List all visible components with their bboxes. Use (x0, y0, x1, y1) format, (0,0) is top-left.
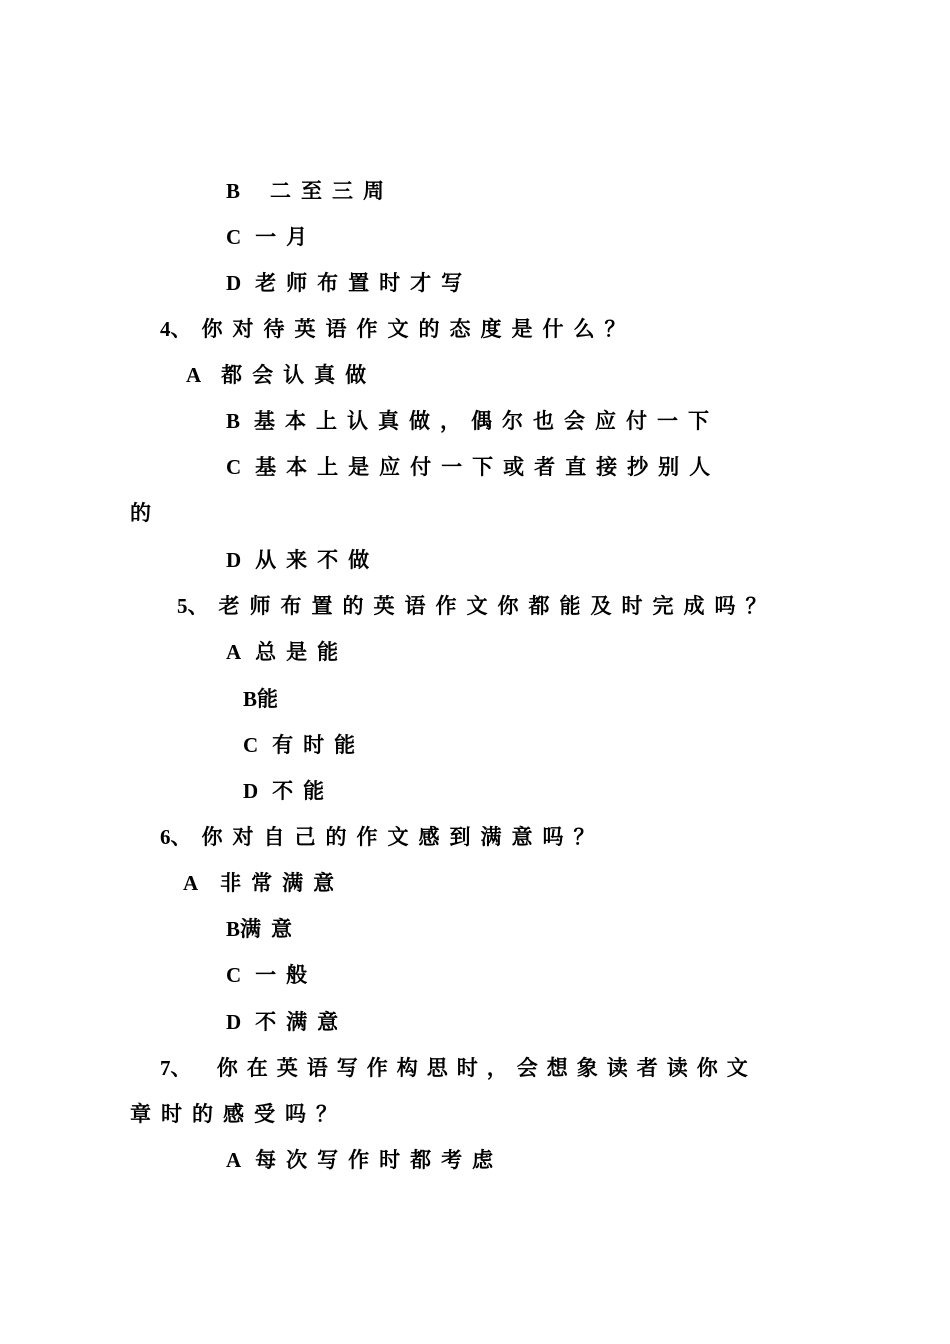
question-6 (160, 822, 605, 852)
option-letter: D (226, 548, 242, 572)
option-letter: A (226, 1148, 242, 1172)
option-d-line (226, 1007, 348, 1037)
option-letter: B (226, 179, 241, 203)
wrapped-text-line (130, 498, 161, 528)
option-text: 有时能 (272, 732, 366, 757)
option-a-line (226, 1145, 503, 1175)
option-letter: A (183, 871, 199, 895)
option-text: 二至三周 (270, 178, 395, 203)
question-number: 6 (160, 825, 171, 849)
question-text: 、老师布置的英语作文你都能及时完成吗？ (187, 593, 777, 618)
option-c-line (243, 730, 365, 760)
option-text: 满意 (240, 916, 303, 941)
option-a-line (226, 637, 348, 667)
option-text: 老师布置时才写 (255, 270, 473, 295)
question-5 (177, 591, 777, 621)
option-letter: B (226, 409, 241, 433)
question-7 (160, 1053, 757, 1083)
option-c-line (226, 960, 317, 990)
option-text: 都会认真做 (221, 362, 377, 387)
wrapped-question-line (130, 1099, 347, 1129)
option-text: 每次写作时都考虑 (255, 1147, 504, 1172)
option-letter: B (226, 917, 241, 941)
option-a-line (183, 868, 344, 898)
option-text: 能 (257, 686, 289, 711)
option-b-line (226, 406, 719, 436)
option-c-line (226, 452, 720, 482)
option-letter: A (186, 363, 202, 387)
question-text: 、 你在英语写作构思时，会想象读者读你文 (170, 1055, 757, 1080)
option-a-line (186, 360, 376, 390)
option-letter: D (226, 1010, 242, 1034)
option-d-line (226, 268, 472, 298)
option-text: 非常满意 (220, 870, 345, 895)
option-letter: D (226, 271, 242, 295)
option-text: 不能 (272, 778, 335, 803)
option-letter: C (226, 963, 242, 987)
option-letter: C (243, 733, 259, 757)
option-c-line (226, 222, 317, 252)
option-text-continued: 的 (130, 500, 161, 525)
option-text: 从来不做 (255, 547, 380, 572)
option-b-line (226, 176, 394, 206)
question-text: 、你对待英语作文的态度是什么？ (170, 316, 636, 341)
question-number: 4 (160, 317, 171, 341)
option-text: 基本上认真做，偶尔也会应付一下 (254, 408, 720, 433)
option-letter: D (243, 779, 259, 803)
option-d-line (243, 776, 334, 806)
option-letter: A (226, 640, 242, 664)
option-b-line (226, 914, 302, 944)
option-d-line (226, 545, 379, 575)
option-text: 总是能 (255, 639, 349, 664)
question-number: 7 (160, 1056, 171, 1080)
option-b-line (243, 684, 288, 714)
question-4 (160, 314, 636, 344)
option-text: 一月 (255, 224, 318, 249)
option-text: 基本上是应付一下或者直接抄别人 (255, 454, 721, 479)
option-text: 不满意 (255, 1009, 349, 1034)
question-number: 5 (177, 594, 188, 618)
option-letter: C (226, 225, 242, 249)
option-letter: B (243, 687, 258, 711)
option-text: 一般 (255, 962, 318, 987)
question-text-continued: 章时的感受吗？ (130, 1101, 347, 1126)
question-text: 、你对自己的作文感到满意吗？ (170, 824, 605, 849)
option-letter: C (226, 455, 242, 479)
